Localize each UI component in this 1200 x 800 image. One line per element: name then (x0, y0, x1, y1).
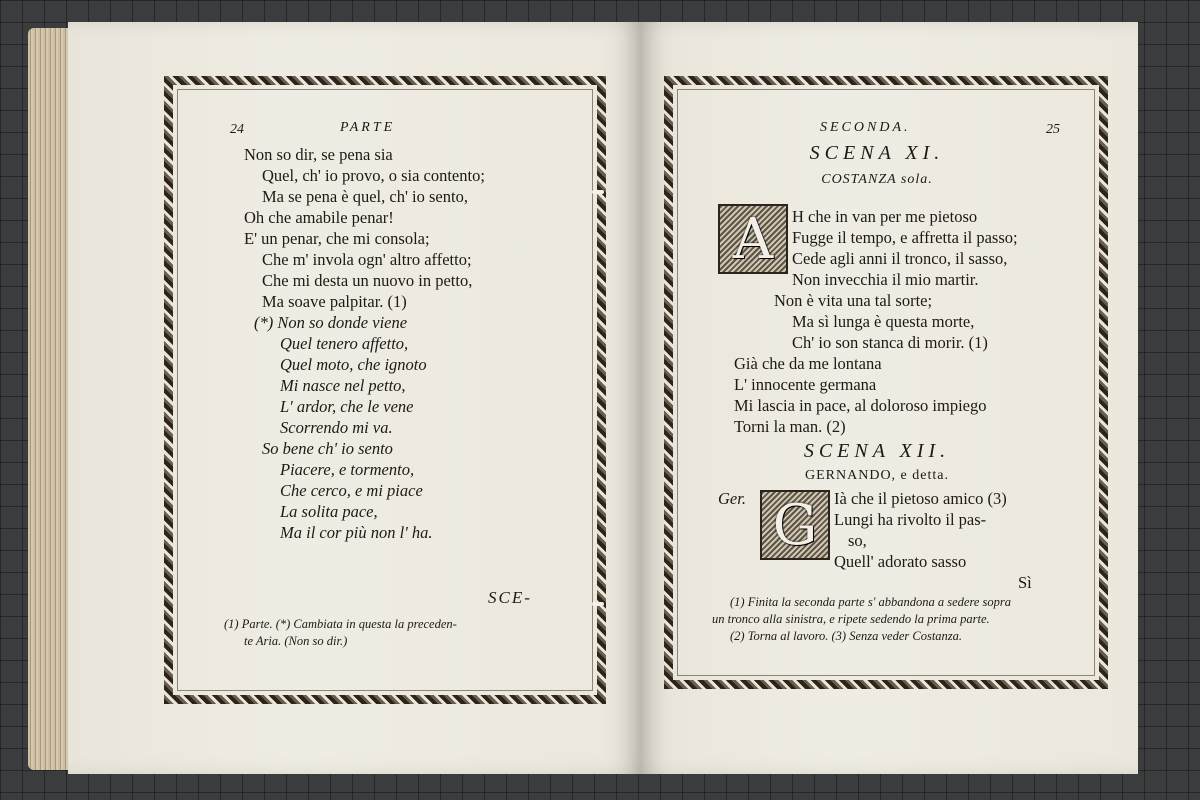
verse-line: Cede agli anni il tronco, il sasso, (792, 249, 1008, 268)
verse-line: (*) Non so donde viene (254, 313, 408, 332)
verse-line: Ma se pena è quel, ch' io sento, (262, 187, 468, 206)
verse-line: Che m' invola ogn' altro affetto; (262, 250, 472, 269)
scene-xii-verses (834, 488, 1007, 572)
verse-line: Già che da me lontana (734, 354, 882, 373)
verse-line: Oh che amabile penar! (244, 208, 394, 227)
verse-line: L' ardor, che le vene (280, 397, 414, 416)
verse-line: Torni la man. (2) (734, 417, 846, 436)
scene-xi-verses-b (774, 290, 988, 353)
verse-line: Ma sì lunga è questa morte, (792, 312, 975, 331)
verse-line: So bene ch' io sento (262, 439, 393, 458)
verse-line: Che mi desta un nuovo in petto, (262, 271, 473, 290)
verse-line: H che in van per me pietoso (792, 207, 978, 226)
verse-line: Quell' adorato sasso (834, 552, 967, 571)
open-book (28, 22, 1138, 774)
verse-line: Ma soave palpitar. (1) (262, 292, 407, 311)
verse-line: Quel, ch' io provo, o sia contento; (262, 166, 485, 185)
left-footnote-2: te Aria. (Non so dir.) (244, 634, 348, 648)
left-verses (244, 144, 485, 543)
right-footnote-2: un tronco alla sinistra, e ripete sedendo la prima parte. (712, 612, 990, 626)
scene-xii-character: GERNANDO, e detta. (805, 468, 949, 483)
decorated-initial-g (760, 490, 830, 560)
verse-line: Non invecchia il mio martir. (792, 270, 979, 289)
verse-line: E' un penar, che mi consola; (244, 229, 430, 248)
scene-xi-character: COSTANZA sola. (821, 172, 933, 187)
right-page-number: 25 (1046, 122, 1060, 137)
verse-line: Ma il cor più non l' ha. (280, 523, 433, 542)
verse-line: Fugge il tempo, e affretta il passo; (792, 228, 1018, 247)
verse-line: Che cerco, e mi piace (280, 481, 423, 500)
verse-line: Non so dir, se pena sia (244, 145, 393, 164)
verse-line: Mi nasce nel petto, (280, 376, 406, 395)
left-running-head: PARTE (340, 120, 396, 135)
verse-line: so, (848, 531, 867, 550)
scene-xii-title: SCENA XII. (803, 440, 951, 462)
right-catchword: Sì (1018, 573, 1032, 592)
left-footnote-1: (1) Parte. (*) Cambiata in questa la preceden- (224, 617, 457, 631)
verse-line: Lungi ha rivolto il pas- (834, 510, 987, 529)
initial-letter: A (732, 206, 774, 272)
verse-line: Quel tenero affetto, (280, 334, 409, 353)
left-page (68, 22, 640, 774)
binding-thread (592, 602, 604, 606)
right-running-head: SECONDA. (820, 120, 911, 135)
scene-xi-verses-c (734, 353, 986, 437)
verse-line: Ch' io son stanca di morir. (1) (792, 333, 988, 352)
verse-line: Ià che il pietoso amico (3) (834, 489, 1007, 508)
verse-line: La solita pace, (280, 502, 378, 521)
right-footnote-3: (2) Torna al lavoro. (3) Senza veder Costanza. (730, 629, 963, 643)
verse-line: Quel moto, che ignoto (280, 355, 427, 374)
verse-line: Mi lascia in pace, al doloroso impiego (734, 396, 987, 415)
speaker-label: Ger. (718, 489, 746, 508)
decorated-initial-a (718, 204, 788, 274)
left-page-number: 24 (230, 122, 244, 137)
initial-letter: G (772, 492, 818, 558)
scene-xi-title: SCENA XI. (809, 142, 945, 164)
left-catchword: SCE- (488, 588, 532, 607)
binding-thread (592, 190, 604, 194)
right-footnote-1: (1) Finita la seconda parte s' abbandona a sedere sopra (730, 595, 1011, 609)
verse-line: L' innocente germana (734, 375, 877, 394)
verse-line: Non è vita una tal sorte; (774, 291, 933, 310)
scene-xi-verses-a (792, 206, 1018, 290)
right-page (640, 22, 1138, 774)
verse-line: Piacere, e tormento, (280, 460, 415, 479)
verse-line: Scorrendo mi va. (280, 418, 393, 437)
